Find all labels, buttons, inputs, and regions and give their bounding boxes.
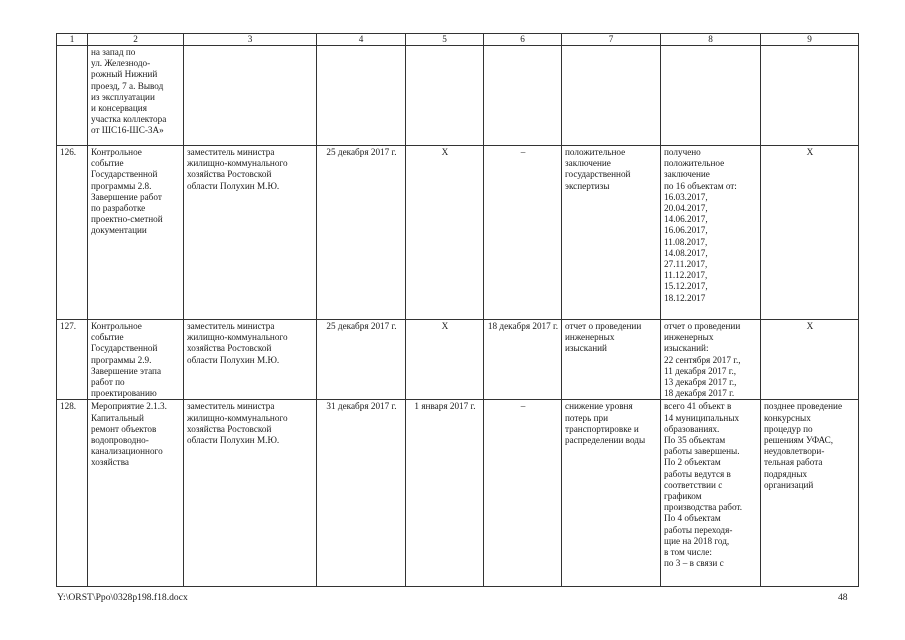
actual-end-cell: 18 декабря 2017 г. [484, 320, 562, 400]
actual-end-cell: – [484, 146, 562, 320]
actual-result-cell [661, 46, 761, 146]
table-header-row [57, 34, 859, 46]
responsible-cell: заместитель министра жилищно-коммунального хозяйства Ростовской области Полухин М.Ю. [184, 320, 317, 400]
table-row [57, 320, 859, 400]
planned-date-cell: 25 декабря 2017 г. [317, 320, 406, 400]
footer-page-number: 48 [838, 592, 848, 603]
header-cell: 2 [88, 34, 184, 46]
table-row [57, 400, 859, 587]
expected-result-cell [562, 46, 661, 146]
planned-date-cell [317, 46, 406, 146]
row-number-cell: 127. [57, 320, 88, 400]
reasons-cell: позднее проведение конкурсных процедур по решениям УФАС, неудовлетвори- тельная работа подрядных организаций [761, 400, 859, 587]
responsible-cell: заместитель министра жилищно-коммунального хозяйства Ростовской области Полухин М.Ю. [184, 400, 317, 587]
actual-result-cell: отчет о проведении инженерных изысканий: 22 сентября 2017 г., 11 декабря 2017 г., 13 декабря 2017 г., 18 декабря 2017 г. [661, 320, 761, 400]
expected-result-cell: снижение уровня потерь при транспортировке и распределении воды [562, 400, 661, 587]
actual-start-cell: Х [406, 146, 484, 320]
event-name-cell: Мероприятие 2.1.3. Капитальный ремонт объектов водопроводно- канализационного хозяйства [88, 400, 184, 587]
row-number-cell [57, 46, 88, 146]
header-cell: 8 [661, 34, 761, 46]
header-cell: 7 [562, 34, 661, 46]
row-number-cell: 126. [57, 146, 88, 320]
expected-result-cell: положительное заключение государственной экспертизы [562, 146, 661, 320]
actual-start-cell: Х [406, 320, 484, 400]
expected-result-cell: отчет о проведении инженерных изысканий [562, 320, 661, 400]
header-cell: 9 [761, 34, 859, 46]
header-cell: 5 [406, 34, 484, 46]
event-name-cell: Контрольное событие Государственной программы 2.8. Завершение работ по разработке проектно-сметной документации [88, 146, 184, 320]
actual-start-cell: 1 января 2017 г. [406, 400, 484, 587]
event-name-cell: Контрольное событие Государственной программы 2.9. Завершение этапа работ по проектированию [88, 320, 184, 400]
reasons-cell: Х [761, 146, 859, 320]
reasons-cell: Х [761, 320, 859, 400]
header-cell: 6 [484, 34, 562, 46]
planned-date-cell: 31 декабря 2017 г. [317, 400, 406, 587]
table-row [57, 46, 859, 146]
reasons-cell [761, 46, 859, 146]
actual-start-cell [406, 46, 484, 146]
actual-end-cell [484, 46, 562, 146]
actual-result-cell: всего 41 объект в 14 муниципальных образованиях. По 35 объектам работы завершены. По 2 объектам работы ведутся в соответствии с графиком производства работ. По 4 объектам работы переходя- щие на 2018 год, в том числе: по 3 – в связи с [661, 400, 761, 587]
responsible-cell [184, 46, 317, 146]
header-cell: 3 [184, 34, 317, 46]
row-number-cell: 128. [57, 400, 88, 587]
header-cell: 4 [317, 34, 406, 46]
document-table [56, 33, 859, 587]
planned-date-cell: 25 декабря 2017 г. [317, 146, 406, 320]
responsible-cell: заместитель министра жилищно-коммунального хозяйства Ростовской области Полухин М.Ю. [184, 146, 317, 320]
actual-end-cell: – [484, 400, 562, 587]
table-row [57, 146, 859, 320]
actual-result-cell: получено положительное заключение по 16 объектам от: 16.03.2017, 20.04.2017, 14.06.2017, 16.06.2017, 11.08.2017, 14.08.2017, 27.11.2017, 11.12.2017, 15.12.2017, 18.12.2017 [661, 146, 761, 320]
event-name-cell: на запад по ул. Железнодо- рожный Нижний проезд, 7 а. Вывод из эксплуатации и консервация участка коллектора от ШС16-ШС-3А» [88, 46, 184, 146]
header-cell: 1 [57, 34, 88, 46]
footer-file-path: Y:\ORST\Ppo\0328p198.f18.docx [57, 592, 188, 603]
